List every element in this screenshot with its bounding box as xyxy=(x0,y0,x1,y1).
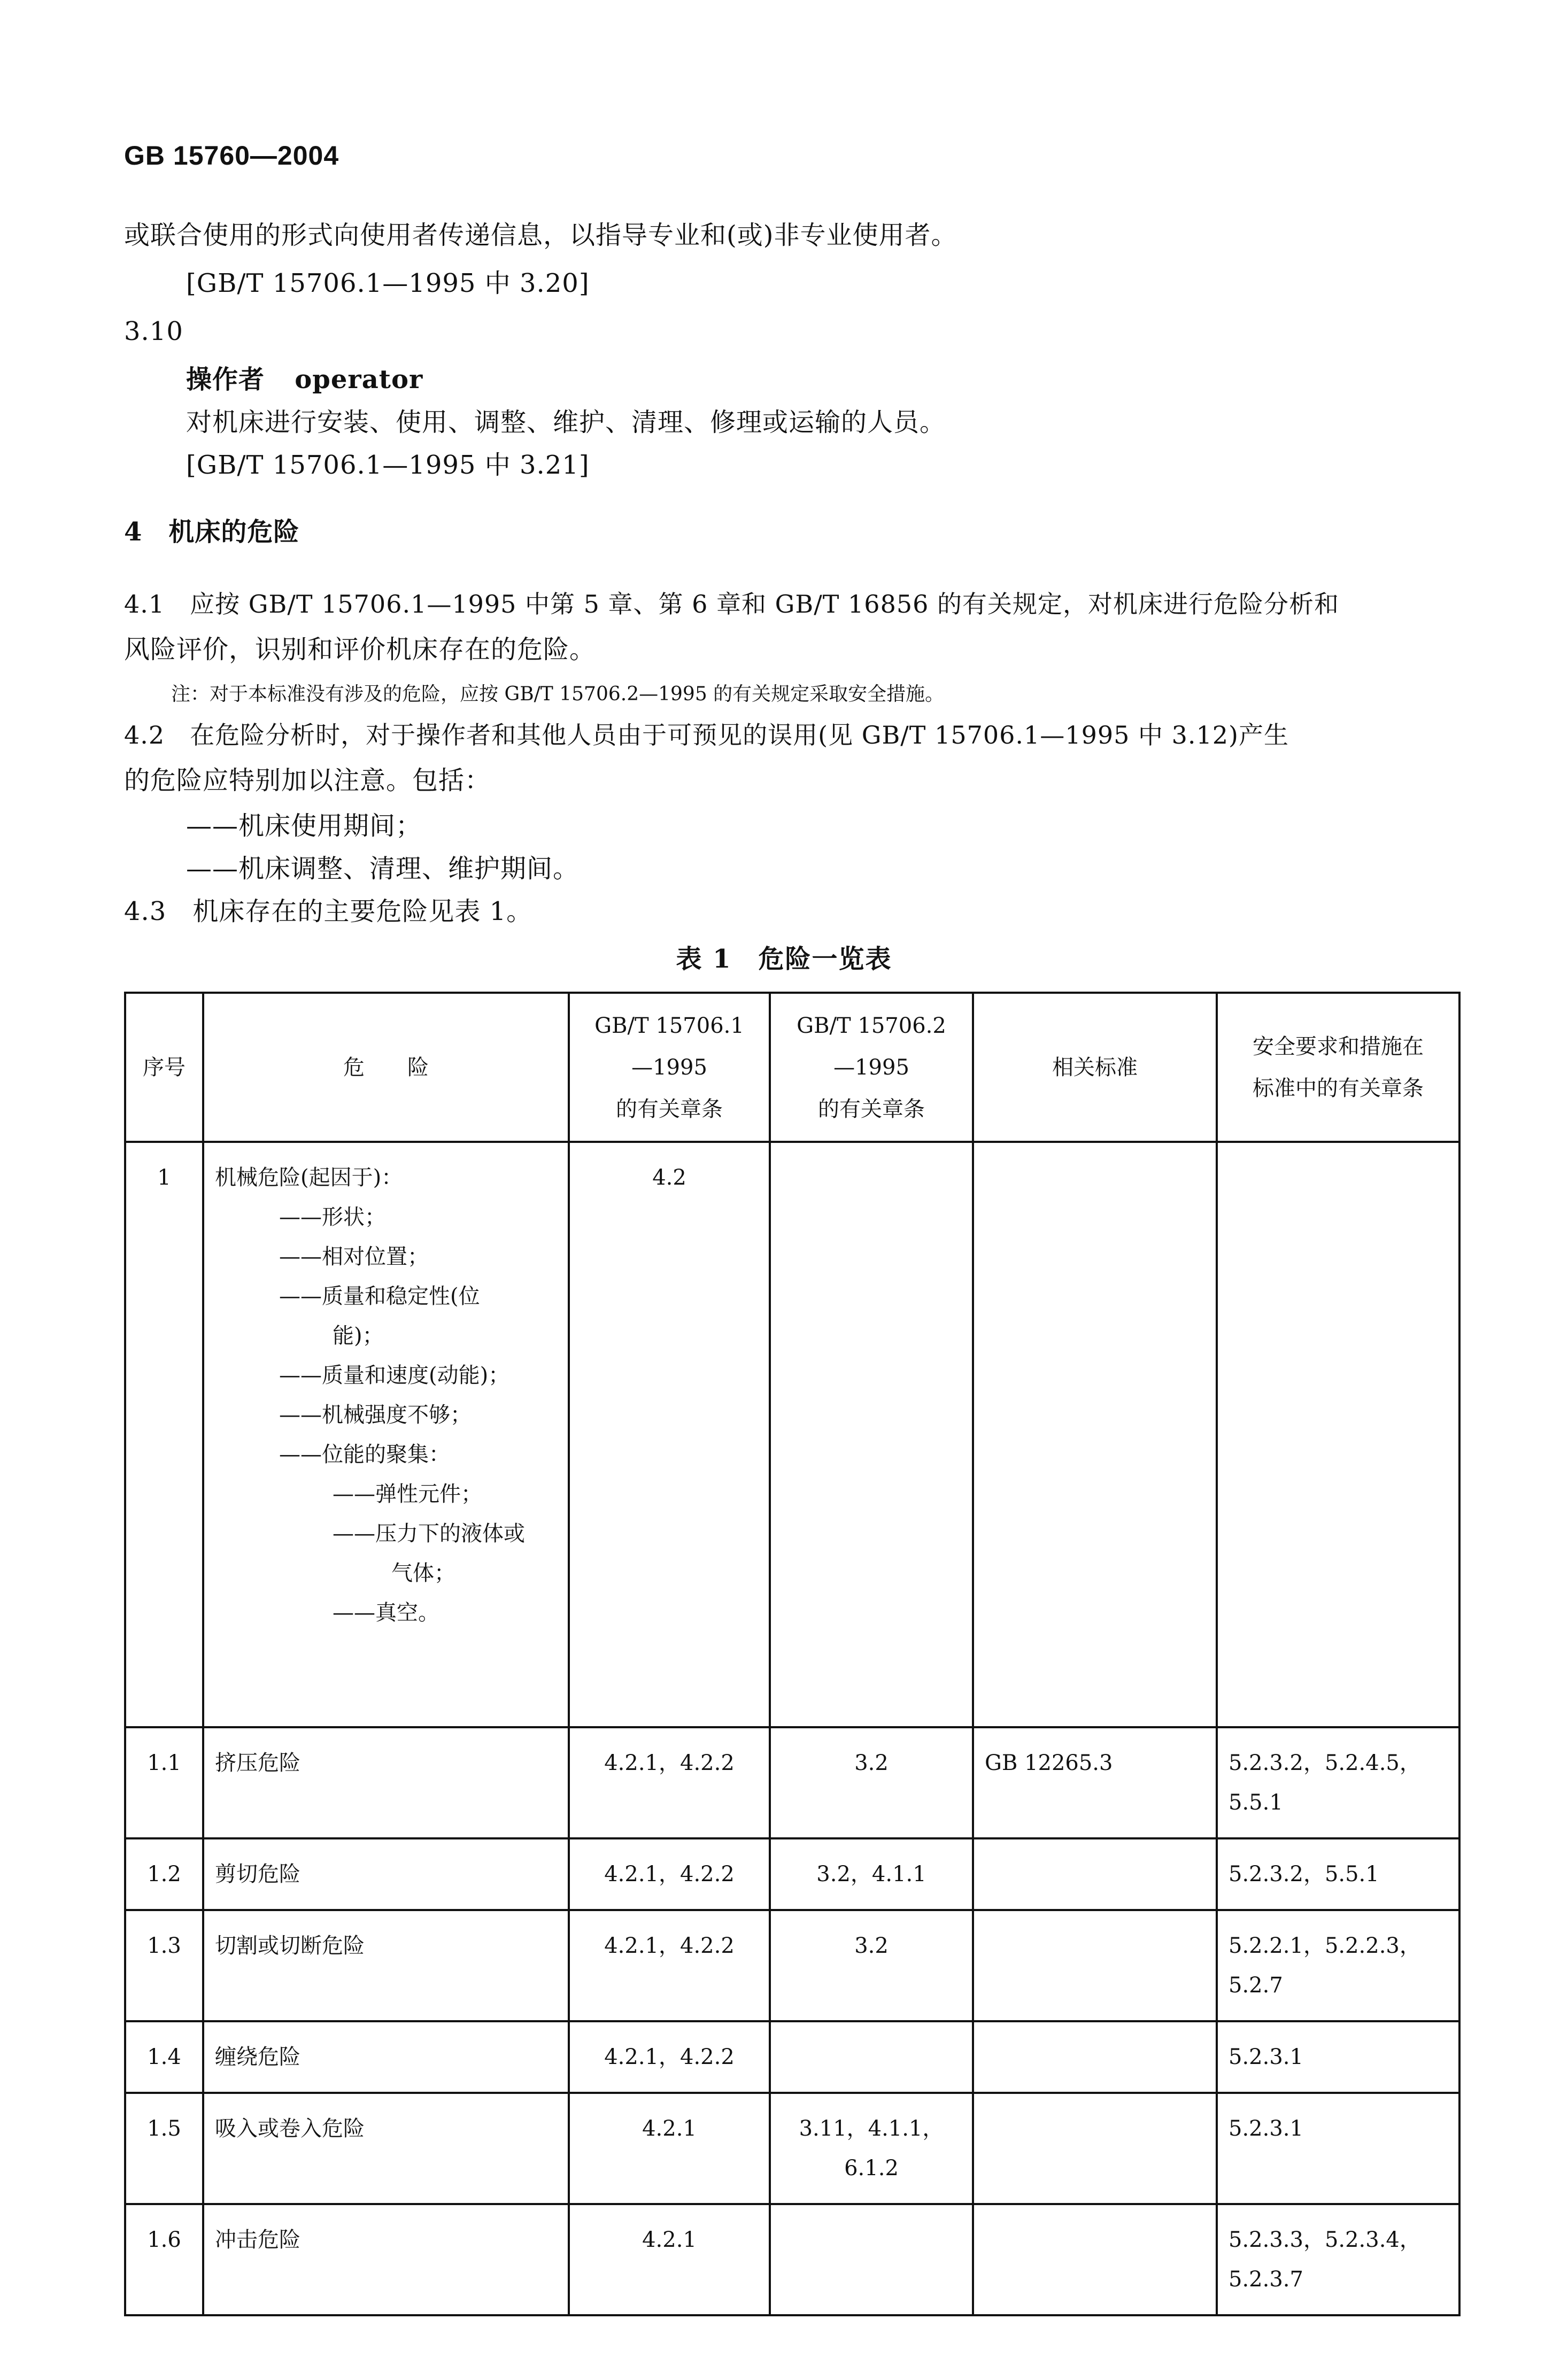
hazard-line: ——真空。 xyxy=(333,1601,439,1625)
section-number-3-10: 3.10 xyxy=(124,316,183,346)
cell-related-standard xyxy=(973,2204,1217,2315)
table-row xyxy=(125,2021,1459,2093)
list-item-maintenance: ——机床调整、清理、维护期间。 xyxy=(186,854,580,884)
cell-gbt15706-1: 4.2 xyxy=(569,1142,770,1727)
cell-gbt15706-1: 4.2.1，4.2.2 xyxy=(569,1910,770,2021)
cell-no: 1.1 xyxy=(125,1727,203,1838)
term-english: operator xyxy=(295,365,423,395)
cell-no: 1.5 xyxy=(125,2093,203,2204)
cell-no: 1.6 xyxy=(125,2204,203,2315)
cell-related-standard xyxy=(973,1142,1217,1727)
section-4-title: 4 机床的危险 xyxy=(124,517,300,547)
cell-hazard xyxy=(203,2093,569,2204)
cell-no: 1 xyxy=(125,1142,203,1727)
cell-no: 1.4 xyxy=(125,2021,203,2093)
term-heading xyxy=(186,355,423,404)
cell-requirements: 5.2.3.1 xyxy=(1217,2021,1459,2093)
clause-4-2-line1: 4.2 在危险分析时，对于操作者和其他人员由于可预见的误用(见 GB/T 15706.1—1995 中 3.12)产生 xyxy=(124,721,1289,749)
cell-related-standard xyxy=(973,1910,1217,2021)
hazard-line: 气体； xyxy=(391,1561,455,1586)
header-requirements: 安全要求和措施在 标准中的有关章条 xyxy=(1217,993,1459,1142)
table-row xyxy=(125,1142,1459,1727)
table-caption: 表 1 危险一览表 xyxy=(676,944,892,974)
clause-4-2-line2: 的危险应特别加以注意。包括： xyxy=(124,766,491,795)
cell-requirements: 5.2.3.3，5.2.3.4，5.2.3.7 xyxy=(1217,2204,1459,2315)
hazard-line: ——机械强度不够； xyxy=(279,1403,472,1427)
cell-related-standard xyxy=(973,1838,1217,1910)
header-hazard: 危 险 xyxy=(203,993,569,1142)
table-row xyxy=(125,1727,1459,1838)
cell-gbt15706-2: 3.11，4.1.1，6.1.2 xyxy=(770,2093,973,2204)
cell-gbt15706-1: 4.2.1 xyxy=(569,2093,770,2204)
cell-hazard xyxy=(203,2204,569,2315)
cell-requirements: 5.2.2.1，5.2.2.3，5.2.7 xyxy=(1217,1910,1459,2021)
cell-gbt15706-2 xyxy=(770,1142,973,1727)
note-text: 注：对于本标准没有涉及的危险，应按 GB/T 15706.2—1995 的有关规定采取安全措施。 xyxy=(171,683,945,705)
cell-gbt15706-1: 4.2.1 xyxy=(569,2204,770,2315)
hazard-line: ——形状； xyxy=(279,1205,386,1230)
clause-4-3: 4.3 机床存在的主要危险见表 1。 xyxy=(124,896,533,926)
hazard-table xyxy=(124,992,1461,2316)
cell-gbt15706-2 xyxy=(770,2204,973,2315)
header-no: 序号 xyxy=(125,993,203,1142)
clause-4-1-line1: 4.1 应按 GB/T 15706.1—1995 中第 5 章、第 6 章和 GB/T 16856 的有关规定，对机床进行危险分析和 xyxy=(124,590,1339,619)
table-row xyxy=(125,1910,1459,2021)
hazard-line: 冲击危险 xyxy=(215,2228,300,2252)
cell-gbt15706-2: 3.2，4.1.1 xyxy=(770,1838,973,1910)
cell-related-standard: GB 12265.3 xyxy=(973,1727,1217,1838)
paragraph-continuation: 或联合使用的形式向使用者传递信息，以指导专业和(或)非专业使用者。 xyxy=(124,220,957,250)
clause-4-1-line2: 风险评价，识别和评价机床存在的危险。 xyxy=(124,635,596,664)
cell-no: 1.2 xyxy=(125,1838,203,1910)
list-item-usage: ——机床使用期间； xyxy=(186,811,422,841)
hazard-line: ——弹性元件； xyxy=(333,1482,482,1506)
header-gbt15706-2: GB/T 15706.2 —1995 的有关章条 xyxy=(770,993,973,1142)
reference-3-21: [GB/T 15706.1—1995 中 3.21] xyxy=(186,450,590,480)
reference-3-20: [GB/T 15706.1—1995 中 3.20] xyxy=(186,268,590,298)
cell-no: 1.3 xyxy=(125,1910,203,2021)
cell-hazard xyxy=(203,1142,569,1727)
document-header: GB 15760—2004 xyxy=(124,141,339,171)
cell-related-standard xyxy=(973,2093,1217,2204)
hazard-line: ——位能的聚集： xyxy=(279,1442,450,1467)
hazard-line: 切割或切断危险 xyxy=(215,1934,365,1958)
cell-requirements: 5.2.3.1 xyxy=(1217,2093,1459,2204)
term-definition: 对机床进行安装、使用、调整、维护、清理、修理或运输的人员。 xyxy=(186,407,946,437)
hazard-line: ——质量和稳定性(位 xyxy=(279,1284,480,1309)
cell-hazard xyxy=(203,2021,569,2093)
hazard-line: 吸入或卷入危险 xyxy=(215,2116,365,2141)
cell-hazard xyxy=(203,1910,569,2021)
table-header-row xyxy=(125,993,1459,1142)
cell-related-standard xyxy=(973,2021,1217,2093)
hazard-line: ——质量和速度(动能)； xyxy=(279,1363,510,1388)
header-related-standard: 相关标准 xyxy=(973,993,1217,1142)
cell-gbt15706-2: 3.2 xyxy=(770,1910,973,2021)
header-gbt15706-1: GB/T 15706.1 —1995 的有关章条 xyxy=(569,993,770,1142)
hazard-line: 能)； xyxy=(333,1324,384,1348)
table-row xyxy=(125,2093,1459,2204)
cell-gbt15706-1: 4.2.1，4.2.2 xyxy=(569,2021,770,2093)
cell-requirements xyxy=(1217,1142,1459,1727)
cell-requirements: 5.2.3.2，5.5.1 xyxy=(1217,1838,1459,1910)
table-row xyxy=(125,1838,1459,1910)
hazard-line: 机械危险(起因于)： xyxy=(215,1165,403,1190)
hazard-table-body xyxy=(125,1142,1459,2315)
cell-hazard xyxy=(203,1838,569,1910)
hazard-line: ——压力下的液体或 xyxy=(333,1521,525,1546)
hazard-line: 缠绕危险 xyxy=(215,2045,300,2069)
cell-gbt15706-1: 4.2.1，4.2.2 xyxy=(569,1727,770,1838)
cell-requirements: 5.2.3.2，5.2.4.5，5.5.1 xyxy=(1217,1727,1459,1838)
hazard-line: 挤压危险 xyxy=(215,1751,300,1775)
cell-gbt15706-1: 4.2.1，4.2.2 xyxy=(569,1838,770,1910)
cell-hazard xyxy=(203,1727,569,1838)
hazard-line: ——相对位置； xyxy=(279,1244,429,1269)
term-chinese: 操作者 xyxy=(186,365,265,395)
hazard-line: 剪切危险 xyxy=(215,1862,300,1887)
cell-gbt15706-2 xyxy=(770,2021,973,2093)
table-row xyxy=(125,2204,1459,2315)
cell-gbt15706-2: 3.2 xyxy=(770,1727,973,1838)
